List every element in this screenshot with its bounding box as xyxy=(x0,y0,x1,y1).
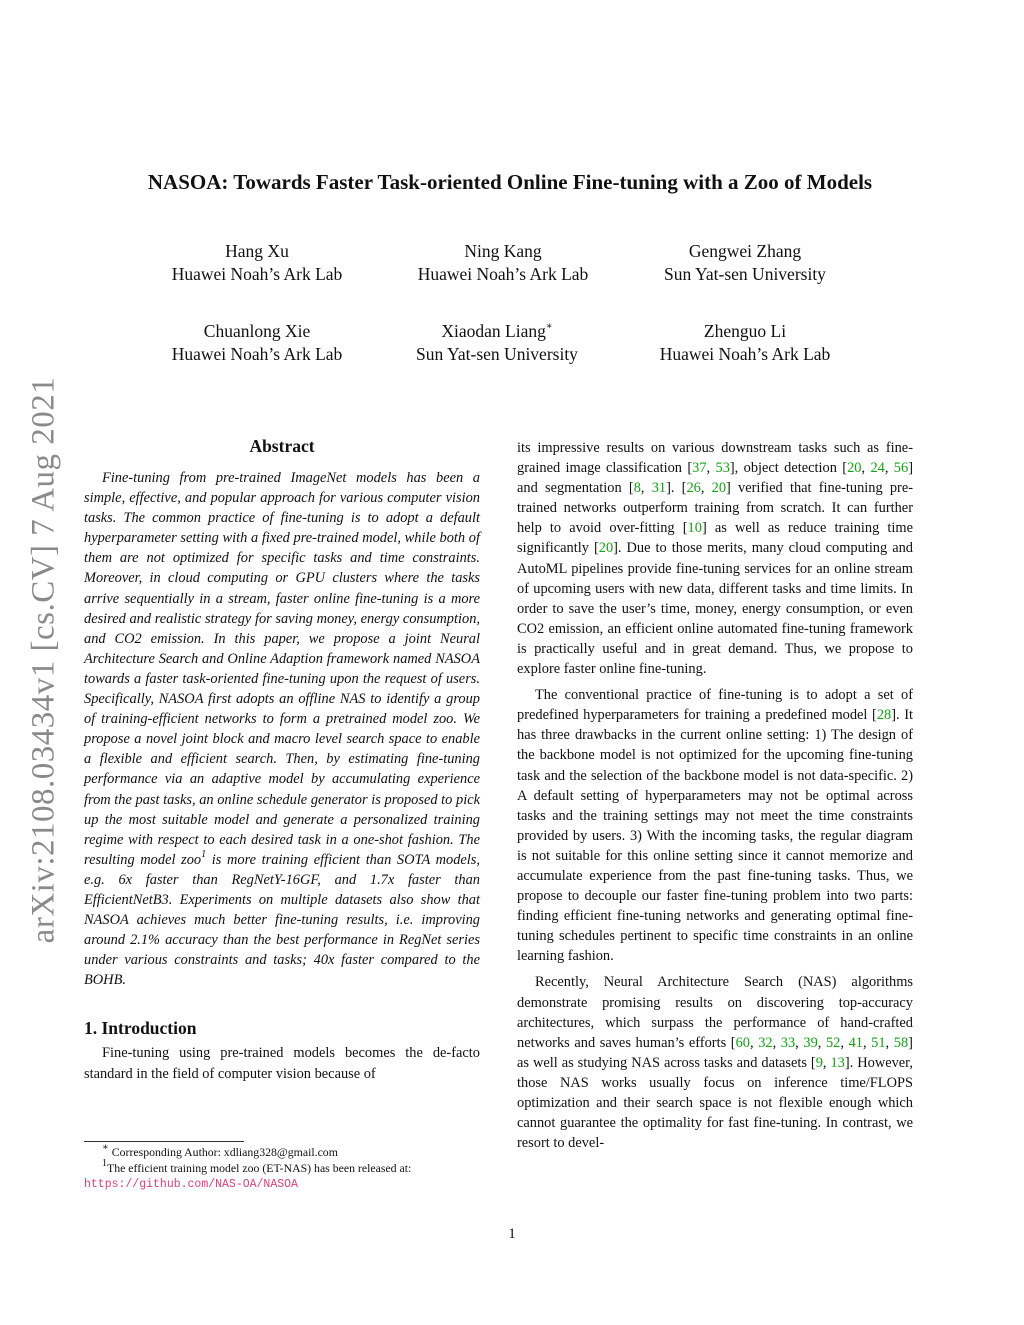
text-run: ] as well as studying NAS across tasks and datasets [ xyxy=(517,1034,913,1071)
text-run: ], object detection [ xyxy=(729,460,848,477)
text-run: ] verified that fine-tuning pre-trained networks outperform training from scratch. It can further help to avoid over-fitting [ xyxy=(517,480,914,537)
citation-link[interactable]: 9 xyxy=(815,1054,823,1071)
author-name: Ning Kang xyxy=(464,241,542,261)
text-run: ]. It has three drawbacks in the current online setting: 1) The design of the backbone model is not optimized for the upcoming fine-tuning task and the selection of the backbone model is not data-specific. 2) A default setting of hyperparameters may not be optimal across tasks and the training settings may not meet the time constraints provided by users. 3) With the incoming tasks, the regular diagram is not suitable for this online setting since it cannot memorize and accumulate experience from the past fine-tuning tasks. Thus, we propose to decouple our faster fine-tuning problem into two parts: finding efficient fine-tuning networks and generating optimal fine-tuning schedules pertinent to specific time constraints in an online learning fashion. xyxy=(517,707,913,965)
body-paragraph xyxy=(517,685,913,966)
citation-link[interactable]: 13 xyxy=(830,1054,845,1071)
footnote-text: The efficient training model zoo (ET-NAS) has been released at: xyxy=(107,1160,412,1175)
text-run: ] and segmentation [ xyxy=(517,460,913,497)
footnote-corresponding xyxy=(84,1142,480,1161)
footnote-mark: 1 xyxy=(201,848,207,860)
author-block xyxy=(382,320,612,366)
author-name xyxy=(382,320,612,343)
paper-title: NASOA: Towards Faster Task-oriented Online Fine-tuning with a Zoo of Models xyxy=(147,170,873,194)
author-block xyxy=(142,240,372,286)
footnotes xyxy=(84,1141,480,1193)
author-name: Chuanlong Xie xyxy=(203,321,311,341)
page-number: 1 xyxy=(508,1226,516,1242)
citation-link[interactable]: 33 xyxy=(780,1034,796,1051)
author-block xyxy=(388,240,618,286)
github-link[interactable]: https://github.com/NAS-OA/NASOA xyxy=(84,1178,298,1192)
citation-link[interactable]: 37 xyxy=(692,460,707,477)
citation-link[interactable]: 32 xyxy=(758,1034,773,1051)
citation-link[interactable]: 26 xyxy=(686,480,701,497)
abstract-text xyxy=(84,468,480,990)
author-affiliation: Huawei Noah’s Ark Lab xyxy=(417,264,589,284)
author-name: Hang Xu xyxy=(225,241,289,261)
intro-paragraph: Fine-tuning using pre-trained models becomes the de-facto standard in the field of computer vision because of xyxy=(84,1045,480,1082)
text-run: ]. [ xyxy=(666,480,687,497)
citation-link[interactable]: 52 xyxy=(825,1034,841,1051)
citation-link[interactable]: 31 xyxy=(651,480,667,497)
citation-link[interactable]: 20 xyxy=(847,460,862,477)
citation-link[interactable]: 51 xyxy=(871,1034,886,1051)
abstract-part-1: Fine-tuning from pre-trained ImageNet models has been a simple, effective, and popular approach for various computer vision tasks. The common practice of fine-tuning is to adopt a default hyperparameter setting with a fixed pre-trained model, while both of them are not optimized for specific tasks and time constraints. Moreover, in cloud computing or GPU clusters where the tasks arrive sequentially in a stream, faster online fine-tuning is a more desired and realistic strategy for saving money, energy consumption, and CO2 emission. In this paper, we propose a joint Neural Architecture Search and Online Adaption framework named NASOA towards a faster task-oriented fine-tuning upon the request of users. Specifically, NASOA first adopts an offline NAS to identify a group of training-efficient networks to form a pretrained model zoo. We propose a novel joint block and macro level search space to enable a flexible and efficient search. Then, by estimating fine-tuning performance via an adaptive model by accumulating experience from the past tasks, an online schedule generator is proposed to pick up the most suitable model and generate a personalized training regime with respect to each desired task in a one-shot fashion. The resulting model zoo xyxy=(84,470,480,868)
author-name: Zhenguo Li xyxy=(703,321,787,341)
arxiv-identifier: arXiv:2108.03434v1 [cs.CV] 7 Aug 2021 xyxy=(25,376,62,944)
right-column xyxy=(517,438,913,1159)
citation-link[interactable]: 58 xyxy=(893,1034,909,1051)
author-name: Gengwei Zhang xyxy=(688,241,802,261)
citation-link[interactable]: 39 xyxy=(803,1034,818,1051)
citation-link[interactable]: 20 xyxy=(598,540,614,557)
citation-link[interactable]: 41 xyxy=(848,1034,863,1051)
text-run: ] as well as reduce training time significantly [ xyxy=(517,520,914,557)
citation-link[interactable]: 60 xyxy=(735,1034,750,1051)
text-run: its impressive results on various downstream tasks such as fine-grained image classification [ xyxy=(517,440,913,477)
footnote-text: Corresponding Author: xdliang328@gmail.com xyxy=(108,1145,338,1159)
text-run: ]. Due to those merits, many cloud computing and AutoML pipelines provide fine-tuning services for an online stream of upcoming users with new data, different tasks and time limits. In order to save the user’s time, money, energy consumption, or even CO2 emission, an efficient online automated fine-tuning framework is practically useful and in great demand. Thus, we propose to explore faster online fine-tuning. xyxy=(517,540,913,678)
body-paragraph: its impressive results on various downstream tasks such as fine-grained image classification [37, 53], object detection [20, 24, 56] and segmentation [8, 31]. [26, 20] verified that fine-tuning pre-trained networks outperform training from scratch. It can further help to avoid over-fitting [10] as well as reduce training time significantly [20]. Due to those merits, many cloud computing and AutoML pipelines provide fine-tuning services for an online stream of upcoming users with new data, different tasks and time limits. In order to save the user’s time, money, energy consumption, or even CO2 emission, an efficient online automated fine-tuning framework is practically useful and in great demand. Thus, we propose to explore faster online fine-tuning. xyxy=(517,440,914,678)
section-heading-introduction: 1. Introduction xyxy=(84,1018,197,1039)
abstract-heading: Abstract xyxy=(249,436,315,456)
citation-link[interactable]: 28 xyxy=(876,707,892,724)
citation-link[interactable]: 24 xyxy=(870,460,885,477)
text-run: Recently, Neural Architecture Search (NAS) algorithms demonstrate promising results on discovering top-accuracy architectures, which surpass the performance of hand-crafted networks and saves human’s efforts [ xyxy=(517,974,913,1051)
text-run: The conventional practice of fine-tuning is to adopt a set of predefined hyperparameters for training a predefined model [ xyxy=(517,687,913,724)
citation-link[interactable]: 56 xyxy=(893,460,909,477)
author-affiliation: Huawei Noah’s Ark Lab xyxy=(171,264,343,284)
author-affiliation: Sun Yat-sen University xyxy=(664,264,826,284)
text-run: ]. However, those NAS works usually focus on inference time/FLOPS optimization and their search space is not flexible enough which cannot guarantee the optimality for fast fine-tuning. In contrast, we resort to devel- xyxy=(517,1054,913,1152)
corresponding-author-mark: ∗ xyxy=(545,321,553,333)
abstract-part-2: is more training efficient than SOTA models, e.g. 6x faster than RegNetY-16GF, and 1.7x faster than EfficientNetB3. Experiments on multiple datasets also show that NASOA achieves much better fine-tuning results, i.e. improving around 2.1% accuracy than the best performance in RegNet series under various constraints and tasks; 40x faster compared to the BOHB. xyxy=(84,851,480,989)
footnote-symbol: 1 xyxy=(102,1157,107,1169)
author-name-text: Xiaodan Liang xyxy=(441,321,546,341)
author-block xyxy=(142,320,372,366)
author-affiliation: Sun Yat-sen University xyxy=(416,344,578,364)
citation-link[interactable]: 10 xyxy=(687,520,702,537)
author-affiliation: Huawei Noah’s Ark Lab xyxy=(659,344,831,364)
citation-link[interactable]: 53 xyxy=(715,460,730,477)
left-column xyxy=(84,436,480,1090)
author-block xyxy=(630,240,860,286)
citation-link[interactable]: 20 xyxy=(711,480,727,497)
body-paragraph: Recently, Neural Architecture Search (NAS) algorithms demonstrate promising results on discovering top-accuracy architectures, which surpass the performance of hand-crafted networks and saves human’s efforts [60, 32, 33, 39, 52, 41, 51, 58] as well as studying NAS across tasks and datasets [9, 13]. However, those NAS works usually focus on inference time/FLOPS optimization and their search space is not flexible enough which cannot guarantee the optimality for fast fine-tuning. In contrast, we resort to devel- xyxy=(517,974,913,1152)
author-affiliation: Huawei Noah’s Ark Lab xyxy=(171,344,343,364)
citation-link[interactable]: 8 xyxy=(633,480,641,497)
footnote-symbol: ∗ xyxy=(102,1142,109,1154)
author-block xyxy=(630,320,860,366)
footnote-model-zoo xyxy=(84,1157,480,1193)
